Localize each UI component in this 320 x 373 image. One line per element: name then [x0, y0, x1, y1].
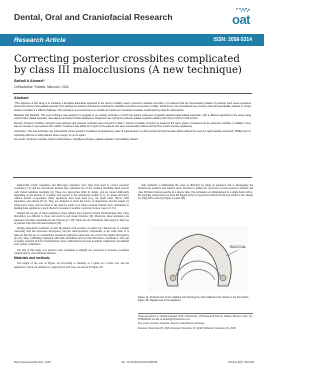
author-name: Saihail A Alenazi*	[14, 79, 45, 83]
body-paragraph: The aim of this study is to present a new technique to simplify the correction of posterior crossbites complicated by class III malocclusions.	[14, 248, 129, 255]
body-column-right	[138, 184, 253, 202]
body-paragraph: The length of the rods in Figure 1A (according to Alenazi) as a guide on a study cast, and the appliances, which are soldered to a rigid buccal arch wire, are shown in Figure 1B.	[14, 262, 129, 269]
abstract-paragraph: "(The objective of this study is to introduce a simplified alternative approach to the current modality used in posterior crossbite correction. It is believed that the nonrelocating relation of posterior teeth cause persistent recurrence forces of the palatal expander from eliciting the desired movements rendering the crossbite correction an exercise in futility. Furthermore, the conventional use of heavy Class III intermaxillary elastics to correct anterior crossbite is a difficult challenge. This technique is presented here to simplify the treatment of posterior crossbite complicated by class III malocclusion.	[14, 102, 251, 112]
correspondence-box	[138, 313, 253, 332]
section-heading: Materials and methods	[14, 256, 50, 260]
molar-band	[170, 275, 176, 281]
issn-label: ISSN: 2058-5314	[213, 37, 252, 43]
article-title: Correcting posterior crossbites complicated by class III malocclusions (A new technique)	[14, 54, 242, 77]
journal-logo[interactable]	[223, 7, 256, 29]
abstract-paragraph: Results: Posterior crossbite correction was achieved and posterior occlusion was corrected to class I. Anterior crossbite correction is treated in the same phase of treatment as the posterior crossbite. In addition, there was an increase in over-jet/over-bite relation. Treatment was stable for 2 years in the patients that were successfully retained during three month retention appliances.	[14, 121, 251, 129]
abstract-text	[14, 102, 251, 143]
abstract-paragraph: Conclusion: This new technique can successfully correct posterior crossbites complicated by class III malocclusion in a short period with minimal side effects without the need for rapid maxillary expansion (RME) and it is especially effective in adult patients where surgery is not an option.	[14, 130, 251, 137]
correspondence-line: Received: November 05, 2018; Accepted: November 24, 2018; Published: November 29, 2018	[138, 327, 236, 330]
body-paragraph: arms primarily at eliminating the cause of difficulty by using an appliance that is disengaging the blocked-out posterior and anterior teeth, therefore it makes the correction of both posterior crossbite and class III malocclusion possible in a shorter time. The technique was implemented in a single dental office. By applying transverse force from the lingual surface of posterior teeth (from the first molar to the canine) by using NiTi archwire (Figure 1A and 1B).	[138, 184, 253, 200]
body-paragraph: Removable acrylic expanders and Haas-type expanders have long been used to correct posterior crossbites [1-3], and are well known because they constitute two of the common modalities most used in early mixed dentition treatment [4]. These two approaches differ in design, and are treated differently depending on the amount of crossbite with respect to the orthodontic patient [5-7]. To ensure efficiency without patient co-operation, many appliances have been used (e.g., the Quad helix, Hyrax, NiTi expanders, and others) [8-11]. They are designed to resist the forces of mastication and the tongue by using heavy wires, and are fixed to the teeth by bands [12]. These resistant features have contributed to making these appliances a good choice for posterior crossbite correction in most cases [13-15].	[14, 184, 129, 210]
abstract-heading: Abstract	[14, 96, 29, 100]
footer-doi[interactable]: doi: 10.15761/DOCR.1000376	[121, 361, 158, 364]
footer-citation: Dent Oral Craniofac Res, 2019	[14, 361, 51, 364]
journal-title: Dental, Oral and Craniofacial Research	[14, 12, 173, 22]
body-paragraph: During orthodontic treatment of class III patients with posterior crossbite, the clinician has to consider correcting both the transverse discrepancy and the anteroposterior relationship at the same time. It is believed that the use of conventional expansion appliances alone does not correct the sagittal discrepancy [21,22]. Thus, combining expansion with other modalities such as Class III elastics, facemask or chin cup is usually required [23,24]. Unfortunately, these combinations increase treatment complexity and demand strict patient compliance.	[14, 227, 129, 247]
article-type-label: Research Article	[14, 36, 66, 44]
figure-label-buccal: BUCCAL	[230, 244, 247, 249]
author-affiliation: Orthodontist, Rabeia, Missouri, USA	[14, 85, 69, 89]
logo-text: oat	[232, 12, 250, 27]
correspondence-line: Key words: posterior crossbite, class III, malocclusion, technique	[138, 323, 205, 326]
molar-band	[220, 275, 226, 281]
footer-volume: Volume 5(5): 343-345	[228, 361, 254, 364]
page-footer	[14, 361, 254, 364]
correspondence-line: *Correspondence to: Saihail A Alenazi, DDS, Orthodontist, 1700 Research Park Dr, Rabeia, Missouri, USA, Tel: 5736891234; E-mail: dr.alenazi@orthodontics.com	[138, 316, 253, 322]
body-paragraph: Despite the success of these appliances, many authors have reported several disadvantages: they cause discomfort, are difficult to clean, and result in soft tissue irritation [16]. Moreover, these appliances are expensive and time-consuming for the clinician [17-19]. There are also limitations with regard to their use in patients with class III malocclusions [20].	[14, 212, 129, 225]
article-type-banner	[0, 34, 264, 46]
figure-1-occlusal-diagram	[148, 226, 248, 292]
body-column-left	[14, 184, 129, 271]
abstract-paragraph: Key words: Posterior crossbite, class III malocclusion, simplified technique, palatal expander, intermaxillary elastics	[14, 138, 138, 142]
abstract-paragraph: Materials and Methods: This new technique was designed to upgrade to an existing technique in which the patient undergoes surgically assisted rapid palatal expansion, with a different approach to the setup using custom lower palatal expander, clear aligner and lower bonded appliances. Expansion rate (using the posterior palatal expander elastics) over three months in both arches.	[14, 113, 251, 120]
figure-caption: Figure 1A. Occlusal view of the maxillary arch showing the rods soldered to the bands on the first molars. Figure 1B. Sagittal view of the appliance	[138, 296, 250, 302]
abstract-box	[13, 93, 252, 178]
